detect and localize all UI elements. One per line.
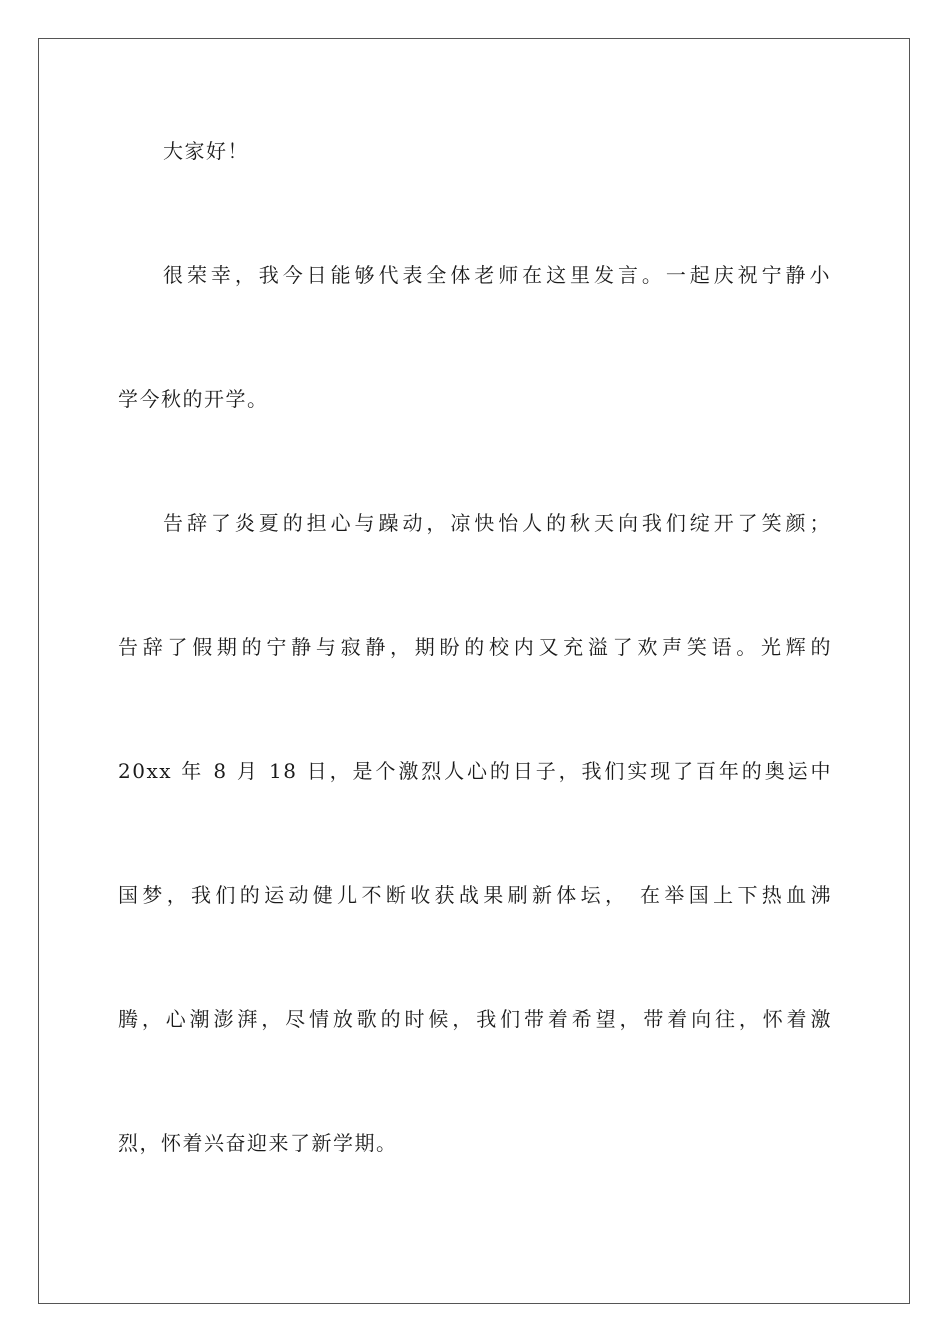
paragraph-line: 烈，怀着兴奋迎来了新学期。 <box>118 1131 398 1155</box>
paragraph-line: 腾，心潮澎湃，尽情放歌的时候，我们带着希望，带着向往，怀着激 <box>118 1007 832 1031</box>
paragraph-line: 国梦，我们的运动健儿不断收获战果刷新体坛， 在举国上下热血沸 <box>118 883 832 907</box>
paragraph-line: 很荣幸，我今日能够代表全体老师在这里发言。一起庆祝宁静小 <box>163 263 831 287</box>
paragraph-line: 告辞了炎夏的担心与躁动，凉快怡人的秋天向我们绽开了笑颜； <box>163 511 831 535</box>
page-border <box>38 38 910 1304</box>
greeting-line: 大家好！ <box>163 139 249 163</box>
paragraph-line: 告辞了假期的宁静与寂静，期盼的校内又充溢了欢声笑语。光辉的 <box>118 635 832 659</box>
paragraph-line: 20xx 年 8 月 18 日，是个激烈人心的日子，我们实现了百年的奥运中 <box>118 759 832 783</box>
paragraph-line: 学今秋的开学。 <box>118 387 269 411</box>
